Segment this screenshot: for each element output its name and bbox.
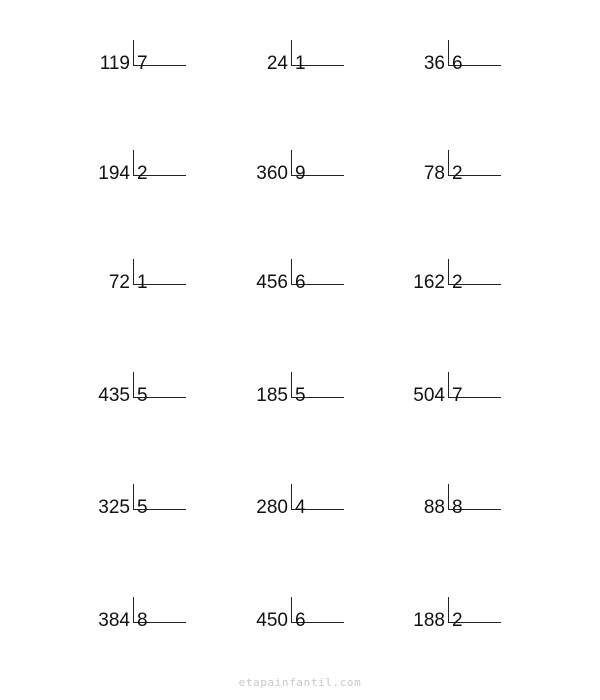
dividend: 185: [256, 385, 288, 406]
dividend: 72: [108, 272, 130, 293]
divisor: 9: [295, 163, 306, 184]
division-problem: [224, 162, 354, 202]
divisor: 1: [295, 53, 306, 74]
division-problem: [224, 496, 354, 536]
divisor: 6: [295, 610, 306, 631]
division-problem: [224, 271, 354, 311]
divisor: 2: [452, 610, 463, 631]
dividend: 24: [266, 53, 288, 74]
divisor: 5: [137, 385, 148, 406]
dividend: 280: [256, 497, 288, 518]
divisor: 7: [137, 53, 148, 74]
division-problem: [381, 52, 511, 92]
divisor: 6: [452, 53, 463, 74]
division-problem: [66, 609, 196, 649]
dividend: 384: [98, 610, 130, 631]
divisor: 5: [295, 385, 306, 406]
divisor: 5: [137, 497, 148, 518]
dividend: 450: [256, 610, 288, 631]
division-problem: [381, 162, 511, 202]
dividend: 162: [413, 272, 445, 293]
dividend: 36: [423, 53, 445, 74]
division-problem: [66, 384, 196, 424]
dividend: 504: [413, 385, 445, 406]
division-problem: [224, 384, 354, 424]
dividend: 88: [423, 497, 445, 518]
dividend: 119: [99, 53, 130, 74]
division-problem: [224, 52, 354, 92]
divisor: 8: [137, 610, 148, 631]
dividend: 325: [98, 497, 130, 518]
division-problem: [381, 384, 511, 424]
dividend: 456: [256, 272, 288, 293]
site-watermark: etapainfantil.com: [238, 676, 362, 689]
division-problem: [381, 609, 511, 649]
divisor: 2: [137, 163, 148, 184]
divisor: 8: [452, 497, 463, 518]
dividend: 78: [423, 163, 445, 184]
division-problem: [381, 271, 511, 311]
divisor: 7: [452, 385, 463, 406]
divisor: 4: [295, 497, 306, 518]
dividend: 435: [98, 385, 130, 406]
division-problem: [224, 609, 354, 649]
division-problem: [66, 271, 196, 311]
dividend: 188: [413, 610, 445, 631]
divisor: 2: [452, 163, 463, 184]
dividend: 194: [98, 163, 130, 184]
divisor: 2: [452, 272, 463, 293]
division-problem: [66, 162, 196, 202]
division-problem: [66, 496, 196, 536]
divisor: 6: [295, 272, 306, 293]
divisor: 1: [137, 272, 148, 293]
division-problem: [66, 52, 196, 92]
division-problem: [381, 496, 511, 536]
dividend: 360: [256, 163, 288, 184]
